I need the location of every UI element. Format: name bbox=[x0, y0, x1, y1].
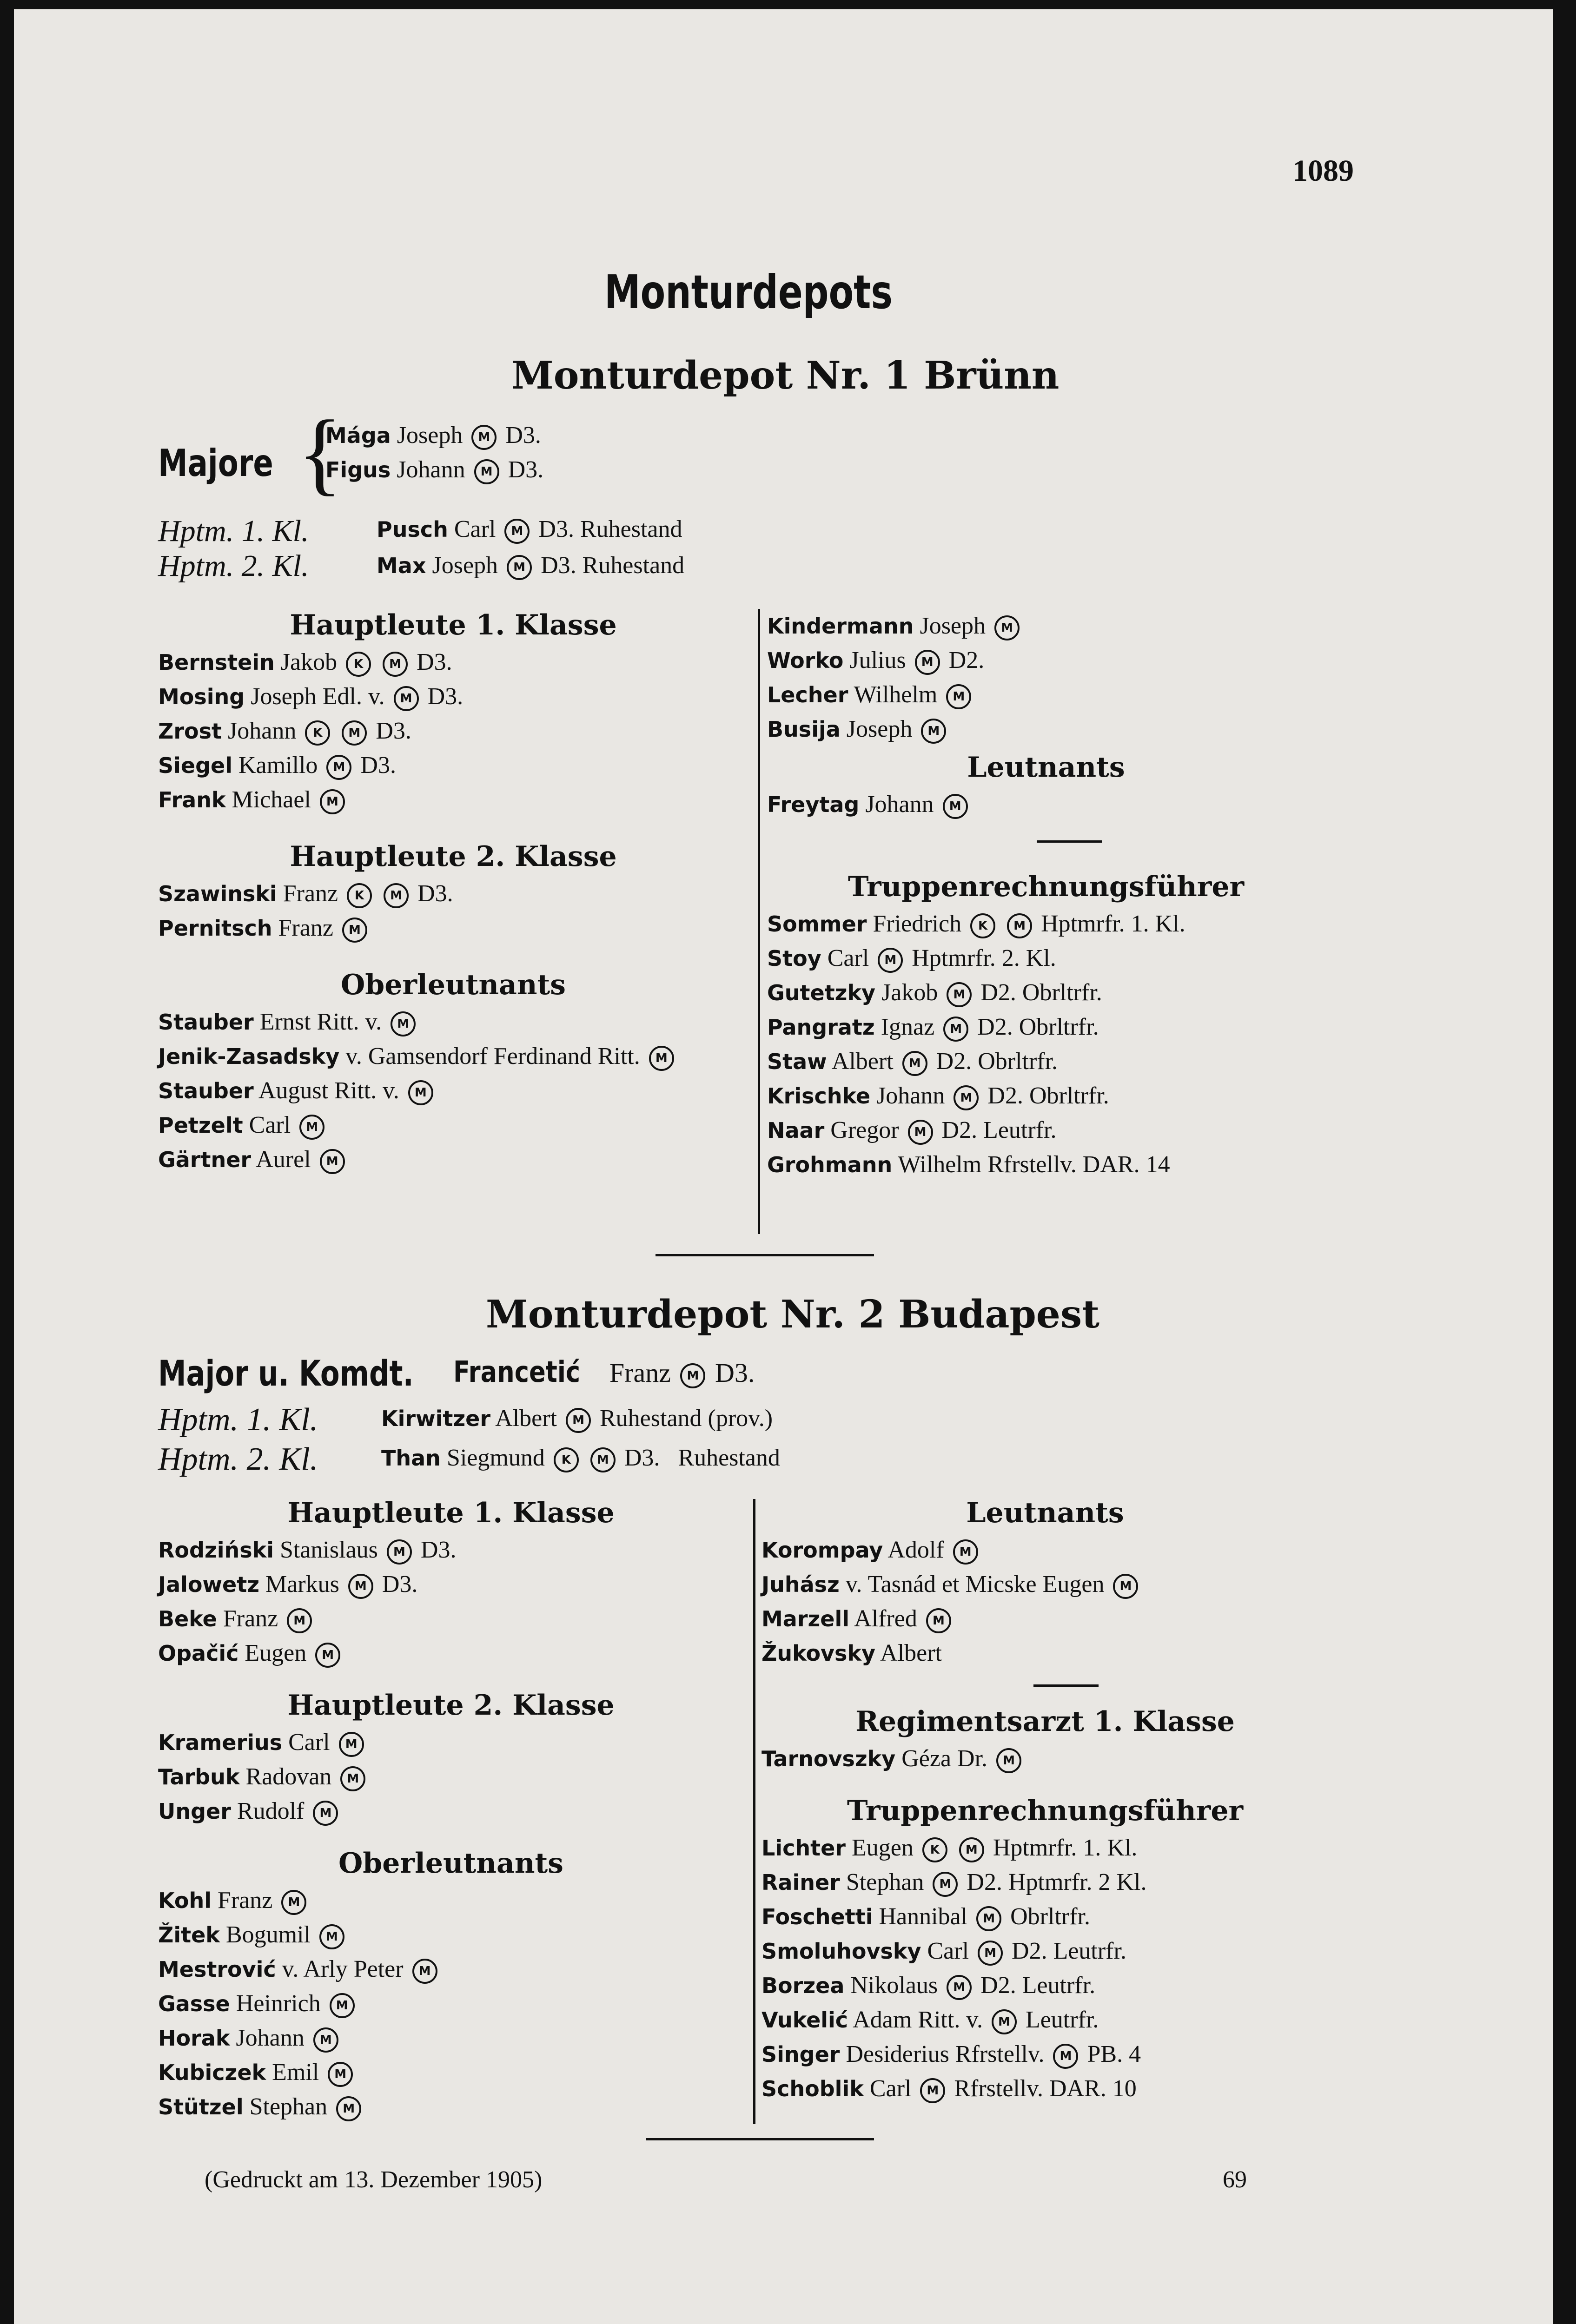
m-mark-icon: M bbox=[339, 1732, 364, 1757]
roster-entry bbox=[158, 1602, 744, 1636]
roster-entry bbox=[158, 1883, 744, 1918]
entry-surname: Busija bbox=[767, 717, 841, 742]
roster-entry bbox=[762, 2037, 1329, 2072]
entry-surname: Unger bbox=[158, 1799, 231, 1824]
m-mark-icon: M bbox=[340, 1766, 365, 1791]
m-mark-icon: M bbox=[474, 459, 499, 484]
entry-surname: Krischke bbox=[767, 1083, 871, 1109]
entry-given: Emil bbox=[272, 2059, 319, 2086]
m-mark-icon: M bbox=[649, 1046, 674, 1071]
entry-given: Radovan bbox=[245, 1763, 332, 1790]
entry-surname: Gasse bbox=[158, 1991, 230, 2016]
entry-suffix: D3. bbox=[360, 752, 396, 779]
rank-label: Hptm. 1. Kl. bbox=[158, 514, 309, 548]
budapest-right-column bbox=[762, 1497, 1329, 2106]
entry-given: Aurel bbox=[256, 1146, 311, 1173]
entry-given: Franz bbox=[217, 1887, 273, 1914]
entry-given: Carl bbox=[249, 1112, 291, 1138]
roster-entry bbox=[158, 1760, 744, 1794]
entry-surname: Worko bbox=[767, 648, 844, 673]
entry-surname: Marzell bbox=[762, 1606, 850, 1631]
roster-entry bbox=[762, 1900, 1329, 1934]
roster-entry bbox=[767, 787, 1325, 822]
entry-given: Stephan bbox=[846, 1869, 924, 1895]
roster-entry bbox=[762, 1934, 1329, 1968]
entry-surname: Bernstein bbox=[158, 650, 275, 675]
group-divider bbox=[1037, 840, 1102, 843]
entry-surname: Žukovsky bbox=[762, 1641, 876, 1666]
m-mark-icon: M bbox=[281, 1890, 306, 1915]
entry-given: Carl bbox=[827, 945, 869, 971]
entry-given: Adolf bbox=[887, 1537, 944, 1563]
roster-entry bbox=[762, 1533, 1329, 1567]
entry-given: Géza Dr. bbox=[901, 1745, 988, 1772]
m-mark-icon: M bbox=[915, 650, 940, 675]
m-mark-icon: M bbox=[959, 1837, 984, 1862]
entry-surname: Sommer bbox=[767, 911, 867, 937]
entry-surname: Mosing bbox=[158, 684, 245, 709]
m-mark-icon: M bbox=[1113, 1574, 1138, 1599]
roster-entry bbox=[762, 1602, 1329, 1636]
entry-given: Johann bbox=[865, 791, 934, 818]
m-mark-icon: M bbox=[943, 794, 968, 819]
roster-entry bbox=[762, 2003, 1329, 2037]
majore-row: Mága Joseph M D3. bbox=[325, 418, 543, 453]
entry-surname: Freytag bbox=[767, 792, 860, 817]
m-mark-icon: M bbox=[878, 948, 903, 973]
entry-suffix: Obrltrfr. bbox=[1010, 1903, 1090, 1930]
entry-surname: Horak bbox=[158, 2026, 230, 2051]
entry-given: Ernst Ritt. v. bbox=[259, 1009, 382, 1035]
m-mark-icon: M bbox=[953, 1539, 978, 1565]
roster-entry bbox=[762, 2072, 1329, 2106]
signature-number: 69 bbox=[1223, 2166, 1247, 2193]
roster-entry bbox=[158, 1108, 748, 1142]
m-mark-icon: M bbox=[947, 982, 972, 1007]
roster-entry bbox=[767, 907, 1325, 941]
m-mark-icon: M bbox=[326, 755, 351, 780]
group-heading: Truppenrechnungsführer bbox=[848, 871, 1245, 903]
entry-surname: Stützel bbox=[158, 2094, 244, 2119]
entry-given: Heinrich bbox=[236, 1990, 321, 2017]
entry-given: Wilhelm bbox=[854, 681, 938, 708]
m-mark-icon: M bbox=[328, 2062, 353, 2087]
entry-given: v. Gamsendorf Ferdinand Ritt. bbox=[345, 1043, 640, 1070]
entry-surname: Lichter bbox=[762, 1835, 846, 1861]
entry-given: Friedrich bbox=[873, 911, 962, 937]
majore-brace: { bbox=[298, 402, 342, 504]
roster-entry bbox=[767, 712, 1325, 746]
entry-surname: Grohmann bbox=[767, 1152, 893, 1177]
group-heading: Oberleutnants bbox=[338, 1847, 563, 1880]
group-heading: Hauptleute 2. Klasse bbox=[287, 1689, 615, 1722]
m-mark-icon: M bbox=[978, 1941, 1003, 1966]
section-heading-budapest: Monturdepot Nr. 2 Budapest bbox=[486, 1292, 1100, 1337]
m-mark-icon: M bbox=[320, 789, 345, 814]
k-mark-icon: K bbox=[347, 883, 372, 908]
footer-divider bbox=[646, 2138, 874, 2140]
k-mark-icon: K bbox=[346, 652, 371, 677]
entry-suffix: D2. Obrltrfr. bbox=[977, 1014, 1099, 1040]
m-mark-icon: M bbox=[394, 686, 419, 711]
entry-suffix: D2. bbox=[948, 647, 985, 673]
k-mark-icon: K bbox=[922, 1837, 947, 1862]
page-number: 1089 bbox=[1292, 154, 1354, 188]
roster-entry bbox=[158, 2021, 744, 2055]
entry-surname: Naar bbox=[767, 1118, 825, 1143]
roster-entry bbox=[158, 911, 748, 945]
m-mark-icon: M bbox=[408, 1080, 433, 1105]
entry-suffix: Hptmrfr. 1. Kl. bbox=[1041, 911, 1185, 937]
entry-surname: Szawinski bbox=[158, 881, 277, 906]
roster-entry bbox=[158, 783, 748, 817]
entry-given: Jakob bbox=[881, 979, 938, 1006]
k-mark-icon: K bbox=[554, 1447, 579, 1472]
brunn-left-column bbox=[158, 609, 748, 1177]
entry-surname: Frank bbox=[158, 787, 226, 812]
roster-entry bbox=[158, 2055, 744, 2090]
budapest-left-column bbox=[158, 1497, 744, 2124]
m-mark-icon: M bbox=[943, 1017, 968, 1042]
entry-given: Joseph bbox=[846, 716, 913, 742]
entry-given: Ignaz bbox=[881, 1014, 935, 1040]
roster-entry bbox=[158, 877, 748, 911]
roster-entry bbox=[762, 1742, 1329, 1776]
entry-given: Wilhelm Rfrstellv. DAR. 14 bbox=[898, 1151, 1170, 1178]
m-mark-icon: M bbox=[412, 1959, 437, 1984]
entry-suffix: D2. Obrltrfr. bbox=[980, 979, 1102, 1006]
roster-entry bbox=[158, 1952, 744, 1987]
entry-suffix: D2. Leutrfr. bbox=[941, 1117, 1057, 1143]
entry-surname: Tarbuk bbox=[158, 1764, 240, 1789]
entry-surname: Kubiczek bbox=[158, 2060, 266, 2085]
entry-surname: Stauber bbox=[158, 1078, 254, 1103]
rank-entry: Max Joseph M D3. Ruhestand bbox=[377, 548, 684, 583]
entry-suffix: D2. Leutrfr. bbox=[980, 1972, 1096, 1999]
entry-given: Eugen bbox=[851, 1835, 914, 1861]
m-mark-icon: M bbox=[313, 2027, 338, 2053]
entry-suffix: D2. Obrltrfr. bbox=[936, 1048, 1058, 1075]
m-mark-icon: M bbox=[391, 1011, 416, 1037]
roster-entry bbox=[767, 643, 1325, 678]
roster-entry bbox=[158, 1794, 744, 1829]
entry-surname: Gärtner bbox=[158, 1147, 252, 1172]
entry-surname: Stoy bbox=[767, 946, 821, 971]
m-mark-icon: M bbox=[976, 1906, 1001, 1931]
entry-given: Johann bbox=[228, 718, 297, 744]
rank-entry: Than Siegmund K M D3. Ruhestand bbox=[381, 1441, 780, 1475]
roster-entry bbox=[158, 748, 748, 783]
k-mark-icon: K bbox=[305, 720, 330, 746]
entry-given: Carl bbox=[288, 1729, 330, 1756]
roster-entry bbox=[158, 645, 748, 680]
m-mark-icon: M bbox=[992, 2009, 1017, 2034]
entry-surname: Singer bbox=[762, 2042, 840, 2067]
section-heading-brunn: Monturdepot Nr. 1 Brünn bbox=[511, 353, 1059, 398]
entry-surname: Korompay bbox=[762, 1538, 883, 1563]
entry-surname: Borzea bbox=[762, 1973, 845, 1998]
entry-surname: Stauber bbox=[158, 1010, 254, 1035]
roster-entry bbox=[158, 1725, 744, 1760]
roster-entry bbox=[767, 609, 1325, 643]
entry-given: v. Arly Peter bbox=[282, 1956, 404, 1982]
roster-entry bbox=[158, 1918, 744, 1952]
section-divider bbox=[656, 1254, 874, 1256]
m-mark-icon: M bbox=[994, 615, 1020, 640]
entry-surname: Staw bbox=[767, 1049, 827, 1074]
m-mark-icon: M bbox=[590, 1447, 616, 1472]
entry-given: Johann bbox=[876, 1083, 945, 1109]
entry-surname: Smoluhovsky bbox=[762, 1939, 921, 1964]
entry-surname: Žitek bbox=[158, 1922, 220, 1948]
entry-surname: Kohl bbox=[158, 1888, 212, 1913]
entry-surname: Rodziński bbox=[158, 1538, 274, 1563]
roster-entry bbox=[767, 1079, 1325, 1113]
entry-suffix: Hptmrfr. 1. Kl. bbox=[993, 1835, 1138, 1861]
page-title: Monturdepots bbox=[604, 265, 893, 319]
roster-entry bbox=[767, 1148, 1325, 1182]
m-mark-icon: M bbox=[680, 1363, 705, 1388]
entry-surname: Lecher bbox=[767, 682, 848, 707]
entry-surname: Kramerius bbox=[158, 1730, 283, 1755]
m-mark-icon: M bbox=[319, 1924, 344, 1949]
column-divider bbox=[758, 609, 760, 1234]
m-mark-icon: M bbox=[926, 1608, 951, 1633]
group-heading: Hauptleute 1. Klasse bbox=[290, 609, 617, 641]
group-heading: Hauptleute 1. Klasse bbox=[287, 1497, 615, 1529]
m-mark-icon: M bbox=[313, 1801, 338, 1826]
m-mark-icon: M bbox=[299, 1115, 324, 1140]
entry-given: Julius bbox=[849, 647, 906, 673]
m-mark-icon: M bbox=[330, 1993, 355, 2018]
m-mark-icon: M bbox=[902, 1051, 927, 1076]
rank-entry: Francetić Franz M D3. bbox=[453, 1355, 755, 1389]
entry-suffix: Rfrstellv. DAR. 10 bbox=[954, 2075, 1137, 2102]
entry-given: Desiderius Rfrstellv. bbox=[846, 2041, 1045, 2067]
entry-given: Carl bbox=[927, 1938, 969, 1964]
entry-given: August Ritt. v. bbox=[258, 1077, 399, 1104]
roster-entry bbox=[762, 1567, 1329, 1602]
entry-given: Carl bbox=[869, 2075, 912, 2102]
roster-entry bbox=[158, 1005, 748, 1039]
entry-suffix: Leutrfr. bbox=[1025, 2007, 1099, 2033]
m-mark-icon: M bbox=[342, 720, 367, 746]
entry-given: Albert bbox=[831, 1048, 894, 1075]
entry-suffix: D2. Leutrfr. bbox=[1012, 1938, 1126, 1964]
entry-surname: Kindermann bbox=[767, 614, 914, 639]
m-mark-icon: M bbox=[947, 1975, 972, 2000]
roster-entry bbox=[767, 1044, 1325, 1079]
roster-entry bbox=[158, 1567, 744, 1602]
entry-surname: Tarnovszky bbox=[762, 1746, 896, 1771]
entry-given: Michael bbox=[232, 786, 311, 813]
group-heading: Oberleutnants bbox=[341, 969, 566, 1001]
rank-label: Major u. Komdt. bbox=[158, 1353, 414, 1394]
entry-given: Bogumil bbox=[225, 1921, 311, 1948]
entry-surname: Opačić bbox=[158, 1641, 239, 1666]
rank-entry: Pusch Carl M D3. Ruhestand bbox=[377, 512, 682, 547]
roster-entry bbox=[762, 1968, 1329, 2003]
m-mark-icon: M bbox=[1007, 913, 1032, 938]
roster-entry bbox=[158, 1636, 744, 1670]
entry-given: Hannibal bbox=[879, 1903, 968, 1930]
majore-row: Figus Johann M D3. bbox=[325, 453, 543, 487]
entry-surname: Jenik-Zasadsky bbox=[158, 1044, 340, 1069]
entry-given: Nikolaus bbox=[850, 1972, 938, 1999]
m-mark-icon: M bbox=[320, 1149, 345, 1174]
m-mark-icon: M bbox=[996, 1748, 1021, 1773]
entry-given: Franz bbox=[223, 1605, 278, 1632]
m-mark-icon: M bbox=[954, 1085, 979, 1110]
group-heading: Hauptleute 2. Klasse bbox=[290, 840, 617, 873]
entry-surname: Vukelić bbox=[762, 2007, 848, 2033]
entry-given: Stanislaus bbox=[279, 1537, 378, 1563]
entry-surname: Rainer bbox=[762, 1870, 840, 1895]
roster-entry bbox=[767, 976, 1325, 1010]
majore-list bbox=[325, 418, 543, 487]
entry-given: Kamillo bbox=[238, 752, 318, 779]
rank-label: Hptm. 2. Kl. bbox=[158, 549, 309, 583]
entry-given: Jakob bbox=[280, 649, 338, 675]
entry-given: Joseph Edl. v. bbox=[251, 683, 385, 710]
group-divider bbox=[1033, 1684, 1099, 1687]
entry-suffix: D2. Hptmrfr. 2 Kl. bbox=[967, 1869, 1147, 1895]
group-heading: Truppenrechnungsführer bbox=[847, 1795, 1244, 1827]
roster-entry bbox=[158, 1533, 744, 1567]
m-mark-icon: M bbox=[384, 883, 409, 908]
m-mark-icon: M bbox=[471, 425, 497, 450]
entry-surname: Jalowetz bbox=[158, 1572, 259, 1597]
entry-given: Gregor bbox=[830, 1117, 899, 1143]
m-mark-icon: M bbox=[507, 555, 532, 580]
roster-entry bbox=[767, 941, 1325, 976]
entry-suffix: Hptmrfr. 2. Kl. bbox=[912, 945, 1056, 971]
roster-entry bbox=[158, 714, 748, 748]
roster-entry bbox=[762, 1865, 1329, 1900]
entry-given: Stephan bbox=[249, 2093, 328, 2120]
entry-given: Albert bbox=[880, 1640, 942, 1666]
m-mark-icon: M bbox=[336, 2096, 361, 2121]
entry-given: v. Tasnád et Micske Eugen bbox=[845, 1571, 1105, 1598]
entry-suffix: D3. bbox=[427, 683, 464, 710]
m-mark-icon: M bbox=[908, 1120, 933, 1145]
entry-suffix: D3. bbox=[382, 1571, 418, 1598]
entry-given: Markus bbox=[265, 1571, 339, 1598]
m-mark-icon: M bbox=[920, 2078, 945, 2103]
entry-given: Franz bbox=[278, 915, 333, 941]
entry-given: Eugen bbox=[245, 1640, 307, 1666]
rank-label: Hptm. 1. Kl. bbox=[158, 1402, 318, 1438]
entry-suffix: PB. 4 bbox=[1087, 2041, 1141, 2067]
m-mark-icon: M bbox=[946, 684, 971, 709]
entry-suffix: D3. bbox=[417, 649, 452, 675]
entry-given: Joseph bbox=[920, 613, 986, 639]
entry-surname: Schoblik bbox=[762, 2076, 864, 2101]
m-mark-icon: M bbox=[566, 1408, 591, 1433]
roster-entry bbox=[158, 1987, 744, 2021]
rank-entry: Kirwitzer Albert M Ruhestand (prov.) bbox=[381, 1401, 773, 1436]
entry-given: Adam Ritt. v. bbox=[853, 2007, 983, 2033]
entry-surname: Foschetti bbox=[762, 1904, 873, 1929]
roster-entry bbox=[158, 1039, 748, 1074]
entry-suffix: D3. bbox=[417, 880, 453, 907]
group-heading: Leutnants bbox=[966, 1497, 1124, 1529]
entry-surname: Pangratz bbox=[767, 1015, 875, 1040]
m-mark-icon: M bbox=[348, 1574, 373, 1599]
brunn-right-column bbox=[767, 609, 1325, 1182]
roster-entry bbox=[767, 1010, 1325, 1044]
majore-label: Majore bbox=[158, 442, 273, 485]
roster-entry bbox=[158, 1142, 748, 1177]
entry-given: Alfred bbox=[854, 1605, 917, 1632]
roster-entry bbox=[158, 2090, 744, 2124]
group-heading: Regimentsarzt 1. Klasse bbox=[855, 1705, 1235, 1738]
roster-entry bbox=[158, 1074, 748, 1108]
group-heading: Leutnants bbox=[967, 751, 1125, 784]
entry-surname: Juhász bbox=[762, 1572, 840, 1597]
entry-surname: Petzelt bbox=[158, 1113, 243, 1138]
roster-entry bbox=[762, 1636, 1329, 1670]
entry-suffix: D3. bbox=[420, 1537, 457, 1563]
k-mark-icon: K bbox=[970, 913, 995, 938]
print-note: (Gedruckt am 13. Dezember 1905) bbox=[205, 2166, 543, 2193]
m-mark-icon: M bbox=[315, 1643, 340, 1668]
entry-surname: Zrost bbox=[158, 719, 222, 744]
entry-suffix: D2. Obrltrfr. bbox=[987, 1083, 1109, 1109]
entry-given: Rudolf bbox=[237, 1798, 305, 1824]
m-mark-icon: M bbox=[921, 719, 946, 744]
entry-surname: Beke bbox=[158, 1606, 217, 1631]
column-divider bbox=[753, 1499, 755, 2124]
entry-surname: Gutetzky bbox=[767, 980, 876, 1005]
entry-surname: Mestrović bbox=[158, 1957, 276, 1982]
m-mark-icon: M bbox=[387, 1539, 412, 1565]
m-mark-icon: M bbox=[504, 519, 530, 544]
roster-entry bbox=[767, 678, 1325, 712]
m-mark-icon: M bbox=[933, 1872, 958, 1897]
m-mark-icon: M bbox=[383, 652, 408, 677]
roster-entry bbox=[762, 1831, 1329, 1865]
document-page bbox=[14, 9, 1553, 2324]
m-mark-icon: M bbox=[287, 1608, 312, 1633]
m-mark-icon: M bbox=[342, 918, 367, 943]
entry-given: Franz bbox=[283, 880, 338, 907]
entry-surname: Pernitsch bbox=[158, 916, 272, 941]
entry-given: Johann bbox=[236, 2025, 305, 2051]
roster-entry bbox=[767, 1113, 1325, 1148]
entry-surname: Siegel bbox=[158, 753, 232, 778]
rank-label: Hptm. 2. Kl. bbox=[158, 1441, 318, 1477]
entry-suffix: D3. bbox=[376, 718, 411, 744]
roster-entry bbox=[158, 680, 748, 714]
m-mark-icon: M bbox=[1053, 2044, 1078, 2069]
